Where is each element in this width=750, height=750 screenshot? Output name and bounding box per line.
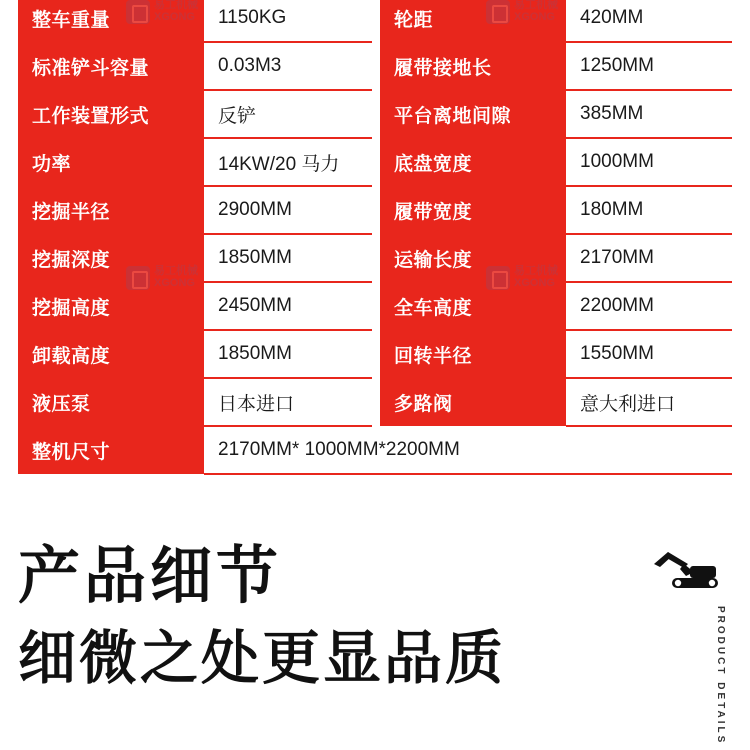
table-row	[18, 282, 732, 330]
spec-value: 1250MM	[566, 42, 732, 90]
column-gap	[372, 282, 380, 330]
spec-value: 1150KG	[204, 0, 372, 42]
table-row	[18, 42, 732, 90]
table-row	[18, 0, 732, 42]
spec-value: 1000MM	[566, 138, 732, 186]
spec-value: 2200MM	[566, 282, 732, 330]
table-row	[18, 186, 732, 234]
column-gap	[372, 138, 380, 186]
spec-label: 标准铲斗容量	[18, 42, 204, 90]
spec-table-body	[18, 0, 732, 474]
spec-label: 整机尺寸	[18, 426, 204, 474]
spec-value: 2900MM	[204, 186, 372, 234]
table-row	[18, 330, 732, 378]
spec-label: 工作装置形式	[18, 90, 204, 138]
table-row	[18, 234, 732, 282]
spec-label: 功率	[18, 138, 204, 186]
table-row-full	[18, 426, 732, 474]
banner-vertical-label: PRODUCT DETAILS	[715, 606, 726, 746]
spec-label: 履带接地长	[380, 42, 566, 90]
spec-value: 日本进口	[204, 378, 372, 426]
spec-value: 1550MM	[566, 330, 732, 378]
spec-label: 整车重量	[18, 0, 204, 42]
spec-table-container	[18, 0, 732, 475]
spec-value: 2170MM	[566, 234, 732, 282]
spec-label: 履带宽度	[380, 186, 566, 234]
column-gap	[372, 42, 380, 90]
spec-value: 2450MM	[204, 282, 372, 330]
spec-label: 回转半径	[380, 330, 566, 378]
spec-value: 1850MM	[204, 234, 372, 282]
column-gap	[372, 90, 380, 138]
product-details-banner	[0, 510, 750, 750]
spec-value: 180MM	[566, 186, 732, 234]
spec-label: 多路阀	[380, 378, 566, 426]
column-gap	[372, 186, 380, 234]
column-gap	[372, 330, 380, 378]
spec-value: 385MM	[566, 90, 732, 138]
spec-label: 挖掘高度	[18, 282, 204, 330]
spec-value-full: 2170MM* 1000MM*2200MM	[204, 426, 732, 474]
column-gap	[372, 378, 380, 426]
spec-value: 14KW/20 马力	[204, 138, 372, 186]
specifications-table	[18, 0, 732, 475]
excavator-icon	[650, 550, 722, 596]
spec-label: 底盘宽度	[380, 138, 566, 186]
spec-value: 反铲	[204, 90, 372, 138]
spec-label: 全车高度	[380, 282, 566, 330]
spec-label: 挖掘半径	[18, 186, 204, 234]
banner-title: 产品细节	[18, 542, 283, 611]
spec-value: 1850MM	[204, 330, 372, 378]
column-gap	[372, 234, 380, 282]
spec-label: 平台离地间隙	[380, 90, 566, 138]
spec-label: 轮距	[380, 0, 566, 42]
spec-label: 卸载高度	[18, 330, 204, 378]
table-row	[18, 90, 732, 138]
spec-value: 0.03M3	[204, 42, 372, 90]
spec-value: 意大利进口	[566, 378, 732, 426]
banner-subtitle: 细微之处更显品质	[18, 626, 507, 691]
table-row	[18, 138, 732, 186]
table-row	[18, 378, 732, 426]
spec-label: 运输长度	[380, 234, 566, 282]
spec-label: 液压泵	[18, 378, 204, 426]
spec-value: 420MM	[566, 0, 732, 42]
spec-label: 挖掘深度	[18, 234, 204, 282]
column-gap	[372, 0, 380, 42]
